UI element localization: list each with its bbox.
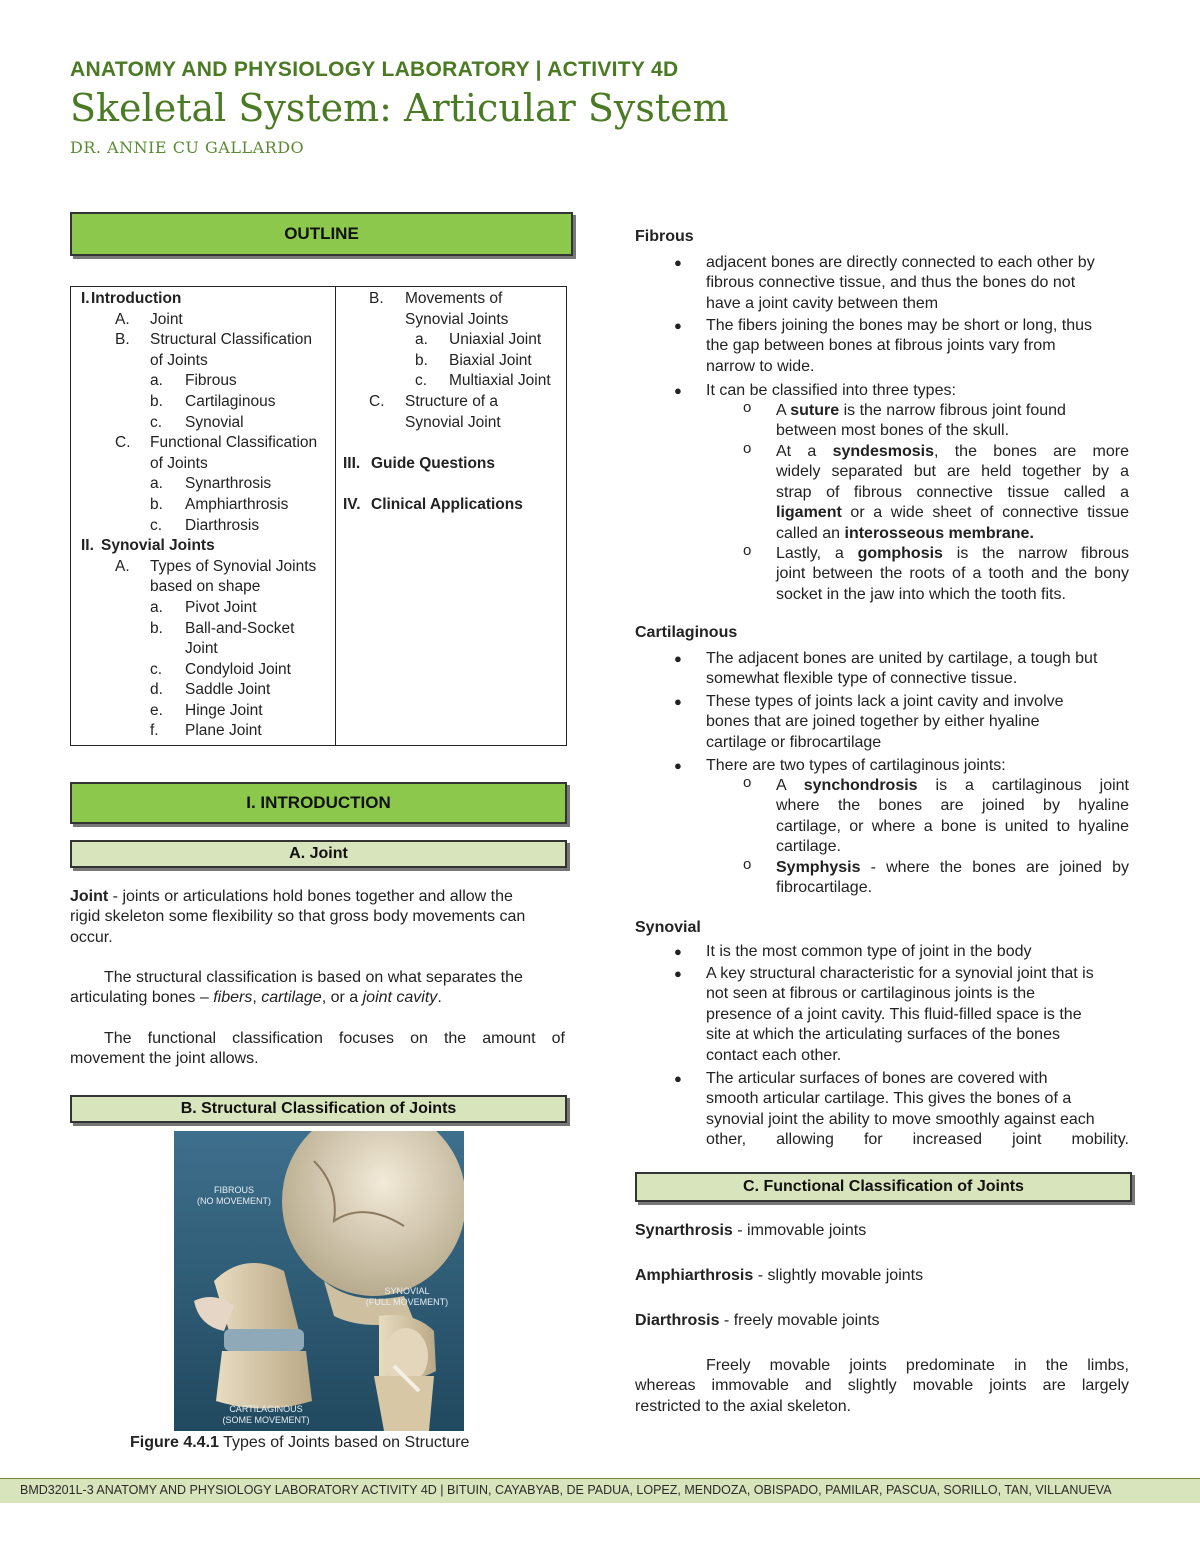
outline-item — [81, 495, 331, 516]
amphiarthrosis-line: Amphiarthrosis - slightly movable joints — [635, 1267, 924, 1284]
outline-item-label: Types of Synovial Joints — [150, 557, 317, 575]
outline-item-label: Clinical Applications — [371, 495, 523, 513]
footer-text: BMD3201L-3 ANATOMY AND PHYSIOLOGY LABORATORY ACTIVITY 4D | BITUIN, CAYABYAB, DE PADUA, LOPEZ, MENDOZA, OBISPADO, PAMILAR, PASCUA, SORILLO, TAN, VILLANUEVA — [20, 1483, 1112, 1497]
outline-item-number: c. — [150, 413, 163, 431]
outline-item-label: Introduction — [91, 290, 182, 307]
structural-subheading: B. Structural Classification of Joints — [70, 1095, 567, 1123]
outline-item — [81, 536, 331, 557]
outline-item-number: II. — [81, 537, 94, 555]
outline-item — [81, 721, 331, 742]
outline-item — [343, 454, 565, 475]
structural-paragraph: The structural classification is based on what separates the articulating bones – fibers, cartilage, or a joint cavity. — [70, 969, 523, 1007]
outline-item-label: Condyloid Joint — [185, 660, 291, 678]
outline-item-label: based on shape — [150, 578, 261, 596]
outline-item-number: I. — [81, 290, 90, 307]
fibrous-heading: Fibrous — [635, 228, 694, 245]
syndesmosis-item: At a syndesmosis, the bones are more widely separated but are held together by a strap of fibrous connective tissue called a ligament or a wide sheet of connective tissue called an interosseous membrane. — [776, 443, 1129, 542]
outline-item-label: Synovial Joints — [405, 310, 509, 328]
label-cartilaginous-sub: (SOME MOVEMENT) — [222, 1415, 310, 1425]
functional-paragraph: The functional classification focuses on the amount of movement the joint allows. — [70, 1030, 565, 1068]
outline-item-number: IV. — [343, 495, 361, 513]
outline-item — [81, 289, 331, 310]
sub-bullet-icon: o — [743, 440, 752, 457]
label-fibrous: FIBROUS — [213, 1185, 255, 1195]
outline-item — [81, 516, 331, 537]
author-name: DR. ANNIE CU GALLARDO — [70, 138, 305, 157]
bullet-icon: ● — [674, 694, 682, 709]
bullet-icon: ● — [674, 318, 682, 333]
label-synovial-sub: (FULL MOVEMENT) — [365, 1297, 449, 1307]
outline-item-number: b. — [150, 619, 163, 637]
outline-item — [81, 330, 331, 351]
outline-item-number: B. — [369, 290, 384, 307]
outline-item-number: c. — [415, 372, 428, 390]
figure-caption: Figure 4.4.1 Types of Joints based on Structure — [130, 1434, 470, 1451]
outline-item-number: C. — [369, 392, 385, 410]
outline-item-label: Pivot Joint — [185, 598, 257, 616]
outline-item — [81, 598, 331, 619]
outline-item-label: Functional Classification — [150, 434, 318, 452]
outline-item-number: e. — [150, 701, 163, 719]
outline-item-label: Synovial — [185, 413, 244, 431]
label-fibrous-sub: (NO MOVEMENT) — [197, 1196, 271, 1206]
outline-item-label: Joint — [185, 640, 218, 658]
outline-item — [81, 619, 331, 640]
outline-item-label: Hinge Joint — [185, 701, 263, 719]
intervertebral-disc — [224, 1329, 304, 1351]
outline-item-number: a. — [150, 372, 163, 390]
synovial-bullet-3: The articular surfaces of bones are covered with smooth articular cartilage. This gives the bones of a synovial joint the ability to move smoothly against each other, allowing for increased joint mobility. — [706, 1070, 1129, 1149]
outline-item-number: a. — [150, 475, 163, 493]
outline-item-label: Synovial Joints — [101, 537, 215, 555]
outline-item-label: Amphiarthrosis — [185, 495, 289, 513]
gomphosis-item: Lastly, a gomphosis is the narrow fibrous joint between the roots of a tooth and the bony socket in the jaw into which the tooth fits. — [776, 545, 1129, 603]
outline-item-number: d. — [150, 681, 163, 699]
symphysis-item: Symphysis - where the bones are joined by fibrocartilage. — [776, 859, 1129, 897]
outline-item-label: Fibrous — [185, 372, 237, 390]
page-title: Skeletal System: Articular System — [70, 86, 729, 130]
outline-item — [81, 474, 331, 495]
cartilaginous-bullet-2: These types of joints lack a joint cavity and involve bones that are joined together by either hyaline cartilage or fibrocartilage — [706, 693, 1064, 751]
outline-item-number: b. — [415, 351, 428, 369]
outline-item — [81, 680, 331, 701]
page-footer — [0, 1478, 1200, 1503]
tibia — [374, 1376, 434, 1431]
outline-item-number: a. — [415, 331, 428, 349]
outline-item — [343, 413, 565, 434]
outline-item — [81, 413, 331, 434]
outline-item-label: of Joints — [150, 351, 208, 369]
sub-bullet-icon: o — [743, 774, 752, 791]
outline-divider — [335, 287, 336, 745]
outline-item-number: f. — [150, 722, 159, 740]
functional-summary-paragraph: Freely movable joints predominate in the limbs, whereas immovable and slightly movable joints are largely restricted to the axial skeleton. — [635, 1357, 1129, 1415]
functional-subheading: C. Functional Classification of Joints — [635, 1172, 1132, 1202]
diarthrosis-line: Diarthrosis - freely movable joints — [635, 1312, 880, 1329]
outline-item-label: Cartilaginous — [185, 392, 276, 410]
outline-item-number: b. — [150, 392, 163, 410]
outline-item-label: Uniaxial Joint — [449, 331, 542, 349]
outline-item — [81, 577, 331, 598]
joint-illustration — [174, 1131, 464, 1431]
outline-item-label: Guide Questions — [371, 454, 496, 472]
outline-item-label: Synarthrosis — [185, 475, 272, 493]
fibrous-bullet-3: It can be classified into three types: — [706, 382, 956, 399]
outline-item — [81, 310, 331, 331]
outline-item — [343, 495, 565, 516]
outline-item — [81, 433, 331, 454]
outline-item — [81, 701, 331, 722]
outline-item — [81, 371, 331, 392]
outline-item-number: c. — [150, 660, 163, 678]
outline-item — [343, 330, 565, 351]
outline-item-number: A. — [115, 310, 130, 328]
outline-item-number: C. — [115, 434, 131, 452]
cartilaginous-bullet-1: The adjacent bones are united by cartilage, a tough but somewhat flexible type of connective tissue. — [706, 650, 1098, 688]
synovial-bullet-2: A key structural characteristic for a synovial joint that is not seen at fibrous or cartilaginous joints is the presence of a joint cavity. This fluid-filled space is the site at which the articulating surfaces of the bones contact each other. — [706, 965, 1094, 1064]
outline-item-label: Multiaxial Joint — [449, 372, 551, 390]
outline-item-number: c. — [150, 516, 163, 534]
outline-item — [81, 660, 331, 681]
outline-item — [81, 392, 331, 413]
outline-item-label: Ball-and-Socket — [185, 619, 295, 637]
outline-table — [70, 286, 567, 746]
fibrous-bullet-2: The fibers joining the bones may be short or long, thus the gap between bones at fibrous joints vary from narrow to wide. — [706, 317, 1092, 375]
bullet-icon: ● — [674, 944, 682, 959]
outline-item-number: A. — [115, 557, 130, 575]
joint-definition: Joint - joints or articulations hold bones together and allow the rigid skeleton some flexibility so that gross body movements can occur. — [70, 888, 526, 946]
outline-item — [81, 454, 331, 475]
outline-heading: OUTLINE — [70, 212, 573, 256]
outline-item-label: Synovial Joint — [405, 413, 501, 431]
outline-item — [81, 639, 331, 660]
outline-item — [343, 351, 565, 372]
introduction-heading: I. INTRODUCTION — [70, 782, 567, 824]
sub-bullet-icon: o — [743, 856, 752, 873]
synovial-bullet-1: It is the most common type of joint in the body — [706, 943, 1032, 960]
outline-item — [81, 557, 331, 578]
label-synovial: SYNOVIAL — [384, 1286, 430, 1296]
outline-item-number: B. — [115, 331, 130, 349]
outline-item-label: Saddle Joint — [185, 681, 271, 699]
outline-item-label: Structure of a — [405, 392, 499, 410]
outline-item-label: Joint — [150, 310, 183, 328]
course-header: ANATOMY AND PHYSIOLOGY LABORATORY | ACTIVITY 4D — [70, 58, 679, 81]
bullet-icon: ● — [674, 255, 682, 270]
outline-item — [343, 371, 565, 392]
joint-subheading: A. Joint — [70, 840, 567, 868]
fibrous-bullet-1: adjacent bones are directly connected to each other by fibrous connective tissue, and thus the bones do not have a joint cavity between them — [706, 254, 1095, 312]
sub-bullet-icon: o — [743, 399, 752, 416]
cartilaginous-bullet-3: There are two types of cartilaginous joints: — [706, 757, 1006, 774]
outline-item-label: Diarthrosis — [185, 516, 260, 534]
sub-bullet-icon: o — [743, 542, 752, 559]
outline-item-label: Plane Joint — [185, 722, 262, 740]
outline-item-number: b. — [150, 495, 163, 513]
synovial-heading: Synovial — [635, 919, 701, 936]
outline-item — [81, 351, 331, 372]
outline-item — [343, 310, 565, 331]
bullet-icon: ● — [674, 1071, 682, 1086]
outline-item — [343, 289, 565, 310]
outline-item-number: a. — [150, 598, 163, 616]
suture-item: A suture is the narrow fibrous joint found between most bones of the skull. — [776, 402, 1066, 440]
outline-item-label: of Joints — [150, 454, 208, 472]
outline-item-label: Movements of — [405, 290, 503, 307]
vertebra-lower — [216, 1351, 312, 1409]
bullet-icon: ● — [674, 966, 682, 981]
bullet-icon: ● — [674, 651, 682, 666]
outline-item-number: III. — [343, 454, 361, 472]
outline-left-column — [81, 289, 331, 742]
joint-types-figure — [174, 1131, 464, 1431]
outline-item-label: Biaxial Joint — [449, 351, 532, 369]
bullet-icon: ● — [674, 758, 682, 773]
outline-item-label: Structural Classification — [150, 331, 312, 349]
outline-item — [343, 392, 565, 413]
outline-right-column — [343, 289, 565, 516]
cartilaginous-heading: Cartilaginous — [635, 624, 738, 641]
synarthrosis-line: Synarthrosis - immovable joints — [635, 1222, 867, 1239]
synchondrosis-item: A synchondrosis is a cartilaginous joint where the bones are joined by hyaline cartilage, or where a bone is united to hyaline cartilage. — [776, 777, 1130, 856]
label-cartilaginous: CARTILAGINOUS — [229, 1404, 303, 1414]
bullet-icon: ● — [674, 383, 682, 398]
